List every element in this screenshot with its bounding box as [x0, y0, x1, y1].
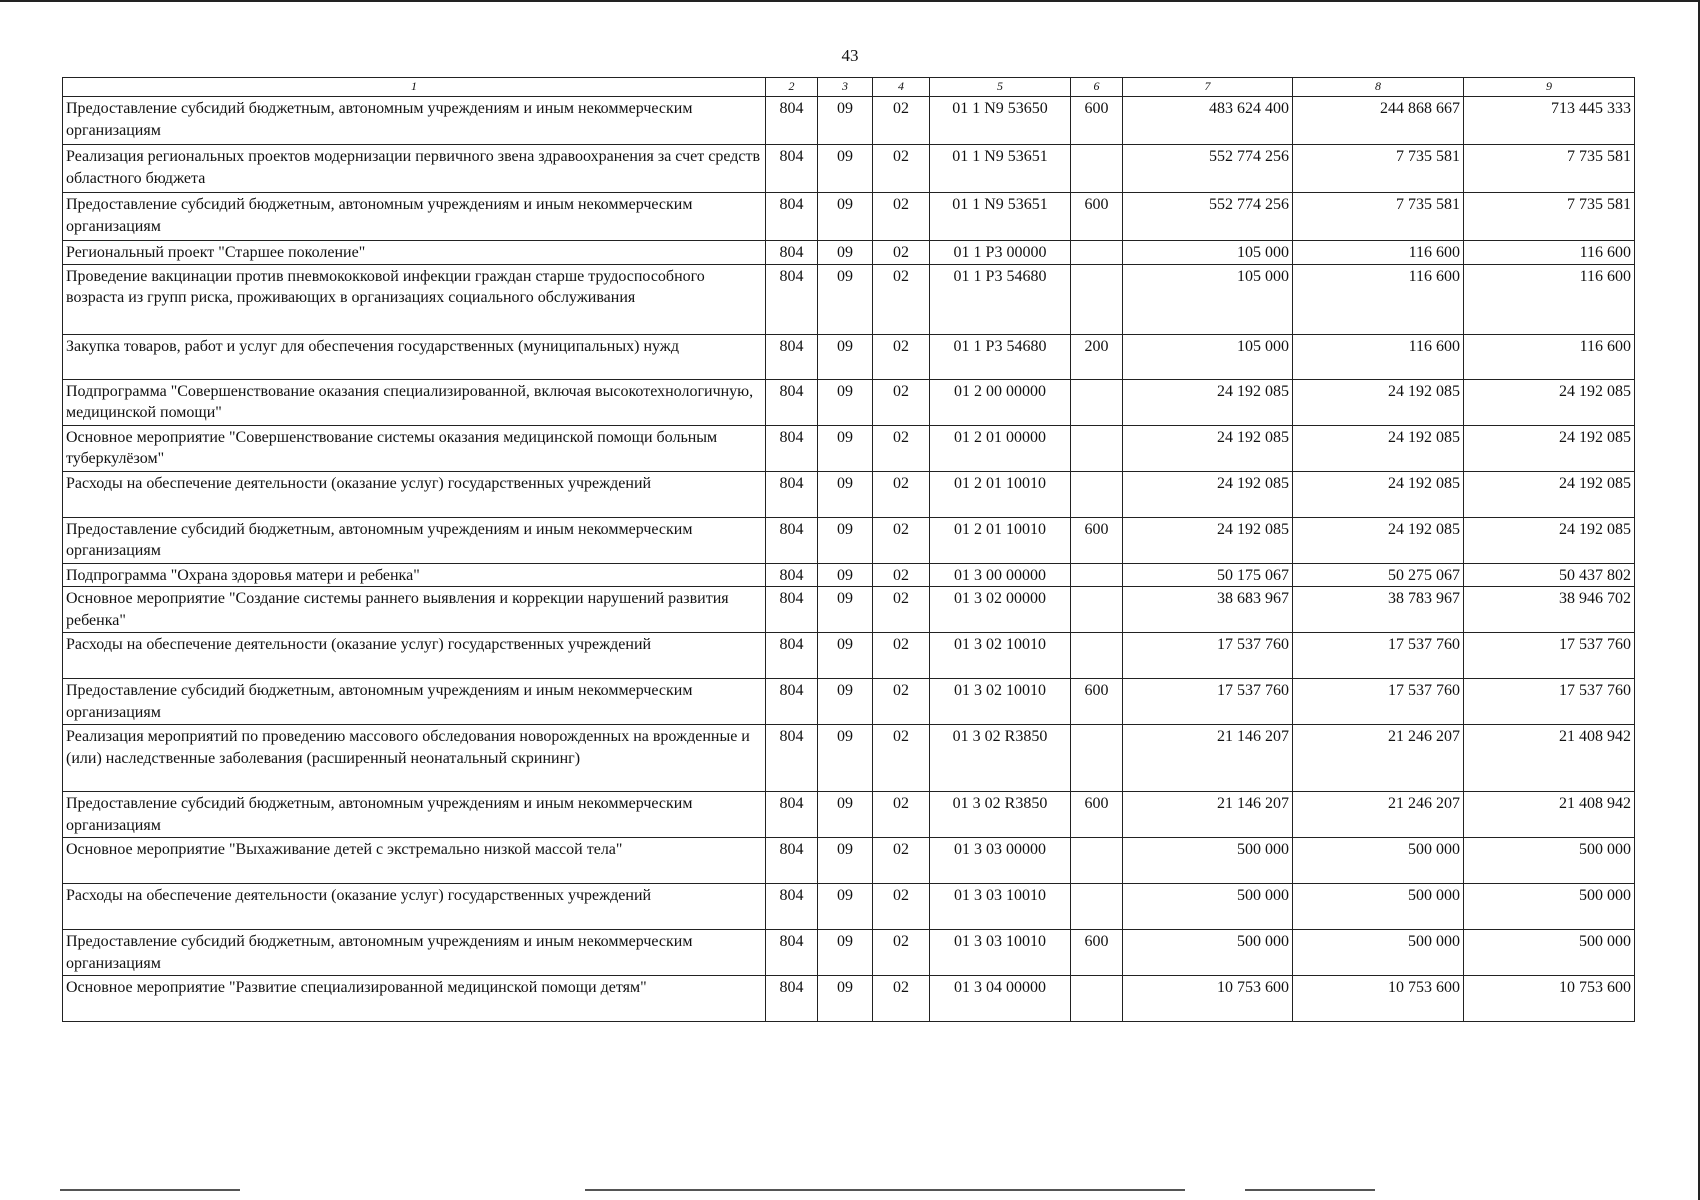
amount-year3-cell: 7 735 581 [1464, 145, 1635, 193]
target-article-cell: 01 3 02 R3850 [930, 792, 1071, 838]
table-row [63, 264, 1635, 334]
amount-year1-cell: 105 000 [1123, 241, 1293, 265]
amount-year1-cell: 24 192 085 [1123, 517, 1293, 563]
section-code-cell: 09 [818, 725, 873, 792]
expense-type-cell: 200 [1071, 334, 1123, 379]
expense-type-cell [1071, 633, 1123, 679]
amount-year2-cell: 38 783 967 [1293, 587, 1464, 633]
target-article-cell: 01 2 00 00000 [930, 379, 1071, 425]
section-code-cell: 09 [818, 884, 873, 930]
subsection-code-cell: 02 [873, 838, 930, 884]
row-name-cell: Предоставление субсидий бюджетным, автономным учреждениям и иным некоммерческим организациям [63, 193, 766, 241]
amount-year2-cell: 24 192 085 [1293, 471, 1464, 517]
row-name-cell: Закупка товаров, работ и услуг для обеспечения государственных (муниципальных) нужд [63, 334, 766, 379]
amount-year2-cell: 116 600 [1293, 264, 1464, 334]
section-code-cell: 09 [818, 679, 873, 725]
grbs-code-cell: 804 [766, 792, 818, 838]
table-row [63, 930, 1635, 976]
table-row [63, 633, 1635, 679]
row-name-cell: Основное мероприятие "Совершенствование системы оказания медицинской помощи больным туберкулёзом" [63, 425, 766, 471]
column-number: 7 [1123, 78, 1293, 97]
table-row [63, 241, 1635, 265]
table-row [63, 379, 1635, 425]
scan-artifact-line [1245, 1189, 1375, 1191]
amount-year2-cell: 500 000 [1293, 930, 1464, 976]
row-name-cell: Подпрограмма "Совершенствование оказания специализированной, включая высокотехнологичную, медицинской помощи" [63, 379, 766, 425]
amount-year3-cell: 38 946 702 [1464, 587, 1635, 633]
amount-year3-cell: 17 537 760 [1464, 633, 1635, 679]
column-number: 1 [63, 78, 766, 97]
amount-year1-cell: 500 000 [1123, 838, 1293, 884]
amount-year1-cell: 24 192 085 [1123, 379, 1293, 425]
column-number-row [63, 78, 1635, 97]
amount-year2-cell: 24 192 085 [1293, 517, 1464, 563]
subsection-code-cell: 02 [873, 145, 930, 193]
section-code-cell: 09 [818, 930, 873, 976]
target-article-cell: 01 2 01 10010 [930, 471, 1071, 517]
section-code-cell: 09 [818, 379, 873, 425]
amount-year2-cell: 17 537 760 [1293, 633, 1464, 679]
column-number: 5 [930, 78, 1071, 97]
amount-year3-cell: 17 537 760 [1464, 679, 1635, 725]
grbs-code-cell: 804 [766, 838, 818, 884]
expense-type-cell [1071, 264, 1123, 334]
amount-year3-cell: 24 192 085 [1464, 379, 1635, 425]
amount-year3-cell: 500 000 [1464, 930, 1635, 976]
amount-year1-cell: 21 146 207 [1123, 725, 1293, 792]
target-article-cell: 01 2 01 10010 [930, 517, 1071, 563]
amount-year1-cell: 24 192 085 [1123, 471, 1293, 517]
expense-type-cell: 600 [1071, 679, 1123, 725]
amount-year1-cell: 105 000 [1123, 264, 1293, 334]
budget-table [62, 77, 1635, 1022]
amount-year3-cell: 21 408 942 [1464, 792, 1635, 838]
expense-type-cell [1071, 425, 1123, 471]
row-name-cell: Основное мероприятие "Развитие специализированной медицинской помощи детям" [63, 976, 766, 1022]
amount-year2-cell: 244 868 667 [1293, 97, 1464, 145]
expense-type-cell: 600 [1071, 97, 1123, 145]
amount-year2-cell: 10 753 600 [1293, 976, 1464, 1022]
section-code-cell: 09 [818, 193, 873, 241]
section-code-cell: 09 [818, 425, 873, 471]
column-number: 2 [766, 78, 818, 97]
table-row [63, 884, 1635, 930]
table-row [63, 471, 1635, 517]
row-name-cell: Основное мероприятие "Выхаживание детей с экстремально низкой массой тела" [63, 838, 766, 884]
row-name-cell: Проведение вакцинации против пневмококковой инфекции граждан старше трудоспособного возраста из групп риска, проживающих в организациях социального обслуживания [63, 264, 766, 334]
row-name-cell: Расходы на обеспечение деятельности (оказание услуг) государственных учреждений [63, 471, 766, 517]
grbs-code-cell: 804 [766, 241, 818, 265]
table-row [63, 193, 1635, 241]
table-row [63, 425, 1635, 471]
grbs-code-cell: 804 [766, 97, 818, 145]
page-number: 43 [841, 46, 859, 65]
amount-year3-cell: 21 408 942 [1464, 725, 1635, 792]
grbs-code-cell: 804 [766, 633, 818, 679]
table-row [63, 679, 1635, 725]
subsection-code-cell: 02 [873, 425, 930, 471]
section-code-cell: 09 [818, 587, 873, 633]
scan-artifact-line [60, 1189, 240, 1191]
subsection-code-cell: 02 [873, 264, 930, 334]
row-name-cell: Реализация мероприятий по проведению массового обследования новорожденных на врожденные и (или) наследственные заболевания (расширенный неонатальный скрининг) [63, 725, 766, 792]
section-code-cell: 09 [818, 792, 873, 838]
amount-year2-cell: 7 735 581 [1293, 145, 1464, 193]
amount-year1-cell: 552 774 256 [1123, 193, 1293, 241]
table-row [63, 725, 1635, 792]
amount-year1-cell: 24 192 085 [1123, 425, 1293, 471]
target-article-cell: 01 1 P3 00000 [930, 241, 1071, 265]
target-article-cell: 01 3 00 00000 [930, 563, 1071, 587]
subsection-code-cell: 02 [873, 517, 930, 563]
expense-type-cell: 600 [1071, 193, 1123, 241]
target-article-cell: 01 1 P3 54680 [930, 334, 1071, 379]
row-name-cell: Реализация региональных проектов модернизации первичного звена здравоохранения за счет средств областного бюджета [63, 145, 766, 193]
subsection-code-cell: 02 [873, 930, 930, 976]
row-name-cell: Основное мероприятие "Создание системы раннего выявления и коррекции нарушений развития ребенка" [63, 587, 766, 633]
amount-year3-cell: 116 600 [1464, 334, 1635, 379]
amount-year3-cell: 116 600 [1464, 264, 1635, 334]
subsection-code-cell: 02 [873, 679, 930, 725]
subsection-code-cell: 02 [873, 792, 930, 838]
column-number: 8 [1293, 78, 1464, 97]
amount-year3-cell: 50 437 802 [1464, 563, 1635, 587]
section-code-cell: 09 [818, 563, 873, 587]
amount-year1-cell: 50 175 067 [1123, 563, 1293, 587]
amount-year3-cell: 7 735 581 [1464, 193, 1635, 241]
subsection-code-cell: 02 [873, 884, 930, 930]
grbs-code-cell: 804 [766, 425, 818, 471]
amount-year1-cell: 105 000 [1123, 334, 1293, 379]
grbs-code-cell: 804 [766, 517, 818, 563]
section-code-cell: 09 [818, 97, 873, 145]
column-number: 9 [1464, 78, 1635, 97]
subsection-code-cell: 02 [873, 725, 930, 792]
target-article-cell: 01 1 N9 53651 [930, 193, 1071, 241]
amount-year1-cell: 21 146 207 [1123, 792, 1293, 838]
target-article-cell: 01 3 03 10010 [930, 930, 1071, 976]
subsection-code-cell: 02 [873, 379, 930, 425]
section-code-cell: 09 [818, 976, 873, 1022]
grbs-code-cell: 804 [766, 145, 818, 193]
section-code-cell: 09 [818, 145, 873, 193]
amount-year2-cell: 21 246 207 [1293, 792, 1464, 838]
scan-artifact-line [585, 1189, 1185, 1191]
section-code-cell: 09 [818, 838, 873, 884]
amount-year3-cell: 24 192 085 [1464, 471, 1635, 517]
amount-year1-cell: 500 000 [1123, 884, 1293, 930]
grbs-code-cell: 804 [766, 471, 818, 517]
amount-year2-cell: 17 537 760 [1293, 679, 1464, 725]
subsection-code-cell: 02 [873, 193, 930, 241]
amount-year3-cell: 116 600 [1464, 241, 1635, 265]
target-article-cell: 01 1 N9 53651 [930, 145, 1071, 193]
column-number: 4 [873, 78, 930, 97]
amount-year2-cell: 500 000 [1293, 884, 1464, 930]
target-article-cell: 01 3 02 10010 [930, 633, 1071, 679]
amount-year1-cell: 483 624 400 [1123, 97, 1293, 145]
expense-type-cell [1071, 379, 1123, 425]
column-number: 6 [1071, 78, 1123, 97]
grbs-code-cell: 804 [766, 725, 818, 792]
grbs-code-cell: 804 [766, 334, 818, 379]
subsection-code-cell: 02 [873, 241, 930, 265]
expense-type-cell [1071, 725, 1123, 792]
target-article-cell: 01 3 04 00000 [930, 976, 1071, 1022]
expense-type-cell [1071, 563, 1123, 587]
amount-year1-cell: 552 774 256 [1123, 145, 1293, 193]
target-article-cell: 01 3 03 10010 [930, 884, 1071, 930]
subsection-code-cell: 02 [873, 563, 930, 587]
subsection-code-cell: 02 [873, 97, 930, 145]
target-article-cell: 01 3 02 10010 [930, 679, 1071, 725]
grbs-code-cell: 804 [766, 930, 818, 976]
amount-year3-cell: 24 192 085 [1464, 517, 1635, 563]
table-row [63, 587, 1635, 633]
expense-type-cell [1071, 884, 1123, 930]
row-name-cell: Предоставление субсидий бюджетным, автономным учреждениям и иным некоммерческим организациям [63, 97, 766, 145]
target-article-cell: 01 1 N9 53650 [930, 97, 1071, 145]
amount-year2-cell: 24 192 085 [1293, 379, 1464, 425]
table-row [63, 563, 1635, 587]
table-row [63, 97, 1635, 145]
amount-year1-cell: 500 000 [1123, 930, 1293, 976]
expense-type-cell: 600 [1071, 792, 1123, 838]
grbs-code-cell: 804 [766, 193, 818, 241]
subsection-code-cell: 02 [873, 334, 930, 379]
amount-year2-cell: 7 735 581 [1293, 193, 1464, 241]
section-code-cell: 09 [818, 471, 873, 517]
grbs-code-cell: 804 [766, 379, 818, 425]
row-name-cell: Подпрограмма "Охрана здоровья матери и ребенка" [63, 563, 766, 587]
expense-type-cell [1071, 838, 1123, 884]
subsection-code-cell: 02 [873, 976, 930, 1022]
subsection-code-cell: 02 [873, 633, 930, 679]
table-row [63, 792, 1635, 838]
target-article-cell: 01 3 03 00000 [930, 838, 1071, 884]
target-article-cell: 01 3 02 00000 [930, 587, 1071, 633]
target-article-cell: 01 3 02 R3850 [930, 725, 1071, 792]
amount-year2-cell: 500 000 [1293, 838, 1464, 884]
expense-type-cell [1071, 471, 1123, 517]
table-row [63, 838, 1635, 884]
expense-type-cell [1071, 145, 1123, 193]
section-code-cell: 09 [818, 334, 873, 379]
target-article-cell: 01 1 P3 54680 [930, 264, 1071, 334]
table-row [63, 334, 1635, 379]
amount-year1-cell: 17 537 760 [1123, 633, 1293, 679]
table-row [63, 976, 1635, 1022]
amount-year2-cell: 116 600 [1293, 241, 1464, 265]
grbs-code-cell: 804 [766, 679, 818, 725]
amount-year3-cell: 500 000 [1464, 838, 1635, 884]
amount-year1-cell: 38 683 967 [1123, 587, 1293, 633]
row-name-cell: Региональный проект "Старшее поколение" [63, 241, 766, 265]
section-code-cell: 09 [818, 633, 873, 679]
table-row [63, 517, 1635, 563]
row-name-cell: Расходы на обеспечение деятельности (оказание услуг) государственных учреждений [63, 884, 766, 930]
amount-year3-cell: 500 000 [1464, 884, 1635, 930]
amount-year2-cell: 21 246 207 [1293, 725, 1464, 792]
row-name-cell: Расходы на обеспечение деятельности (оказание услуг) государственных учреждений [63, 633, 766, 679]
grbs-code-cell: 804 [766, 587, 818, 633]
amount-year1-cell: 10 753 600 [1123, 976, 1293, 1022]
amount-year3-cell: 24 192 085 [1464, 425, 1635, 471]
amount-year2-cell: 24 192 085 [1293, 425, 1464, 471]
row-name-cell: Предоставление субсидий бюджетным, автономным учреждениям и иным некоммерческим организациям [63, 679, 766, 725]
amount-year1-cell: 17 537 760 [1123, 679, 1293, 725]
amount-year3-cell: 713 445 333 [1464, 97, 1635, 145]
subsection-code-cell: 02 [873, 471, 930, 517]
grbs-code-cell: 804 [766, 264, 818, 334]
row-name-cell: Предоставление субсидий бюджетным, автономным учреждениям и иным некоммерческим организациям [63, 517, 766, 563]
subsection-code-cell: 02 [873, 587, 930, 633]
section-code-cell: 09 [818, 241, 873, 265]
expense-type-cell [1071, 587, 1123, 633]
expense-type-cell: 600 [1071, 517, 1123, 563]
column-number: 3 [818, 78, 873, 97]
row-name-cell: Предоставление субсидий бюджетным, автономным учреждениям и иным некоммерческим организациям [63, 930, 766, 976]
target-article-cell: 01 2 01 00000 [930, 425, 1071, 471]
table-row [63, 145, 1635, 193]
expense-type-cell: 600 [1071, 930, 1123, 976]
scan-border-top [0, 0, 1700, 2]
grbs-code-cell: 804 [766, 976, 818, 1022]
row-name-cell: Предоставление субсидий бюджетным, автономным учреждениям и иным некоммерческим организациям [63, 792, 766, 838]
section-code-cell: 09 [818, 264, 873, 334]
expense-type-cell [1071, 976, 1123, 1022]
amount-year2-cell: 50 275 067 [1293, 563, 1464, 587]
amount-year2-cell: 116 600 [1293, 334, 1464, 379]
expense-type-cell [1071, 241, 1123, 265]
amount-year3-cell: 10 753 600 [1464, 976, 1635, 1022]
section-code-cell: 09 [818, 517, 873, 563]
grbs-code-cell: 804 [766, 884, 818, 930]
grbs-code-cell: 804 [766, 563, 818, 587]
